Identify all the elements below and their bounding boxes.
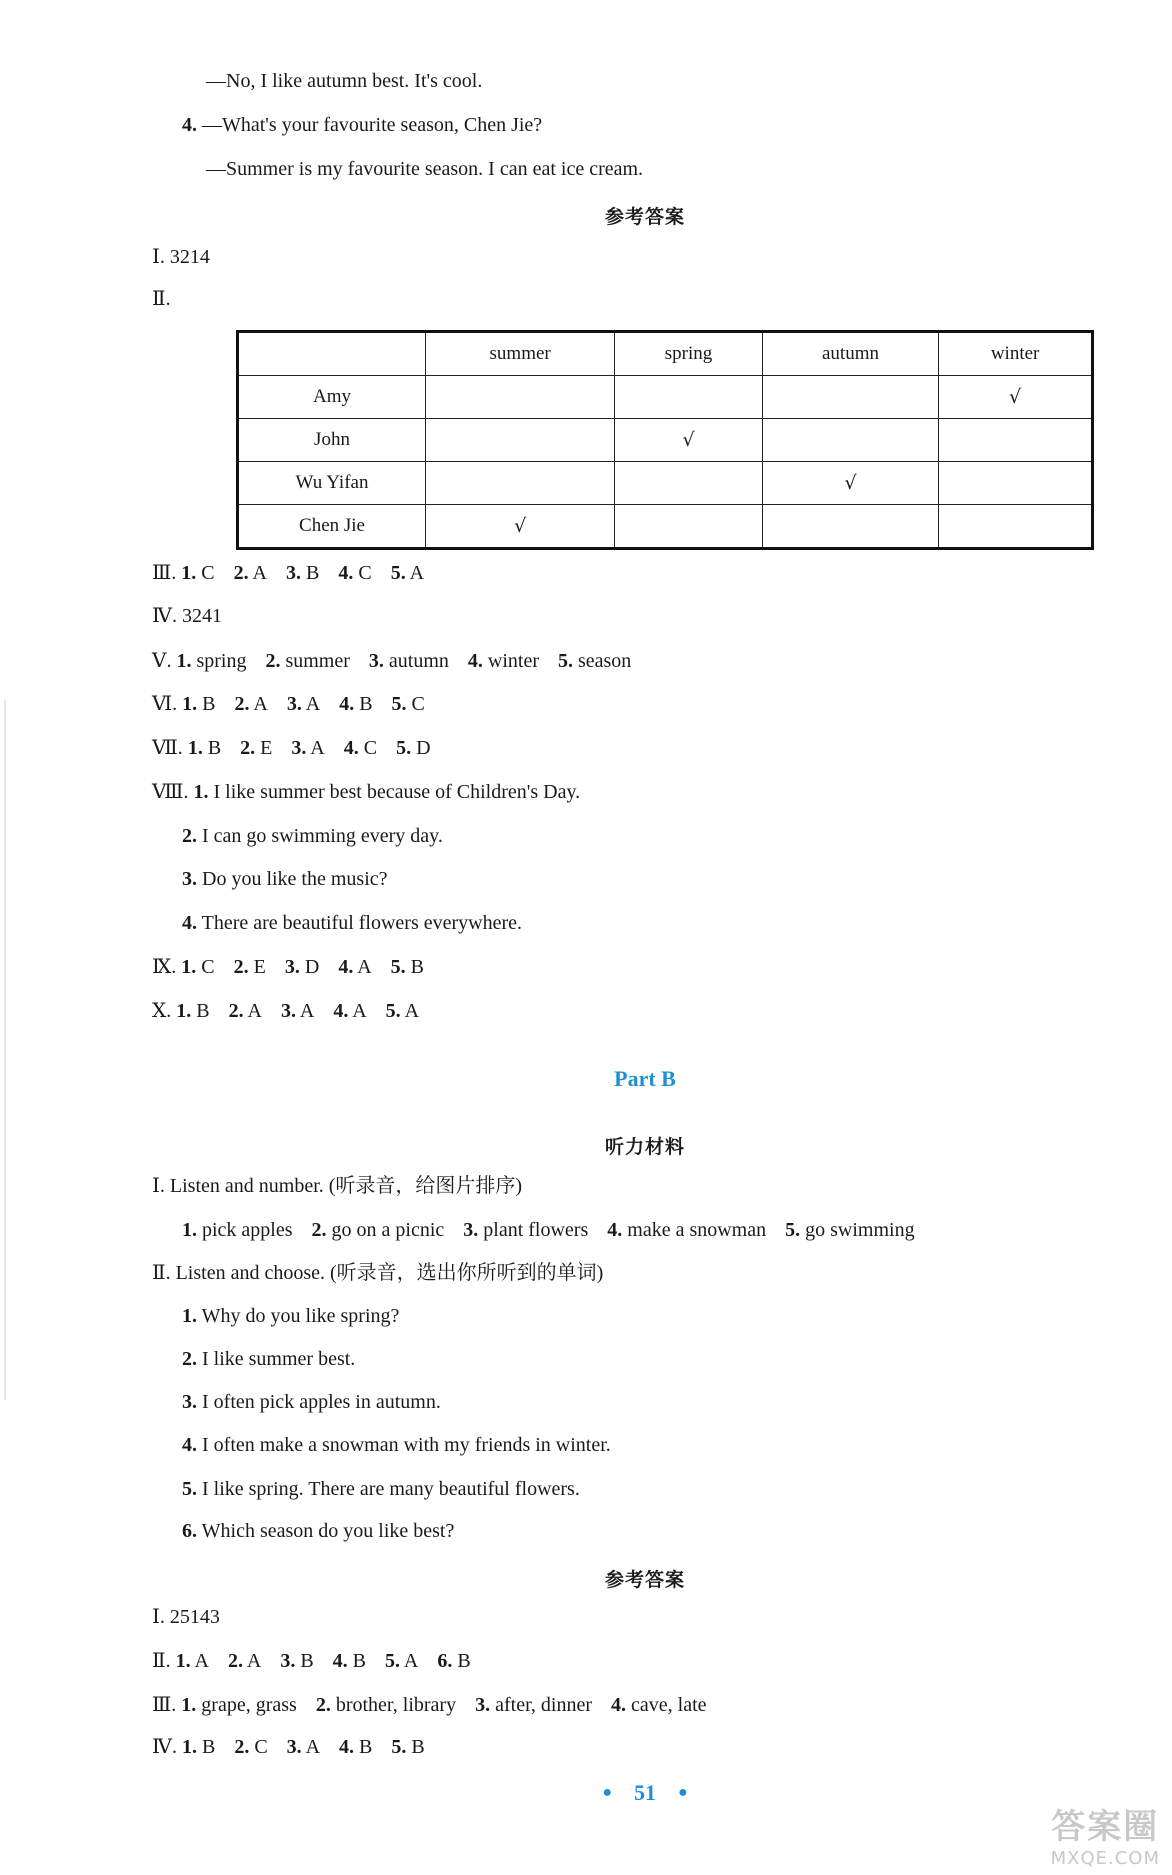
table-cell (615, 462, 763, 505)
dialog-question-4: 4. —What's your favourite season, Chen Jie? (182, 114, 543, 136)
answer-b-section-4: Ⅳ. 1. B 2. C 3. A 4. B 5. B (152, 1736, 425, 1758)
table-row (238, 505, 1093, 549)
answer-line: 2. I can go swimming every day. (182, 825, 443, 847)
listening-section-1-title: Ⅰ. Listen and number. (听录音，给图片排序) (152, 1175, 523, 1197)
watermark-url: MXQE.COM (1050, 1848, 1160, 1869)
answer-section-10: Ⅹ. 1. B 2. A 3. A 4. A 5. A (152, 1000, 420, 1022)
table-row (238, 419, 1093, 462)
dialog-line-1: —No, I like autumn best. It's cool. (206, 70, 483, 92)
answers-heading-b: 参考答案 (604, 1569, 685, 1591)
table-cell (615, 505, 763, 549)
check-mark-icon: √ (762, 462, 938, 505)
table-header-row (238, 332, 1093, 376)
row-name: John (238, 419, 426, 462)
answer-b-section-1: Ⅰ. 25143 (152, 1606, 220, 1628)
listening-line: 4. I often make a snowman with my friends in winter. (182, 1434, 611, 1456)
listening-line: 1. Why do you like spring? (182, 1305, 400, 1327)
answer-section-8: Ⅷ. 1. I like summer best because of Children's Day. (152, 781, 581, 803)
answer-b-section-2: Ⅱ. 1. A 2. A 3. B 4. B 5. A 6. B (152, 1650, 471, 1672)
table-cell (939, 419, 1093, 462)
watermark-text: 答案圈 (1051, 1807, 1160, 1847)
check-mark-icon: √ (426, 505, 615, 549)
bullet-dot-icon: ● (602, 1784, 612, 1801)
answer-line: 4. There are beautiful flowers everywhere. (182, 912, 523, 934)
answer-section-4: Ⅳ. 3241 (152, 605, 222, 627)
table-cell (426, 419, 615, 462)
bullet-dot-icon: ● (678, 1784, 688, 1801)
listening-heading: 听力材料 (604, 1136, 685, 1158)
listening-section-1-items: 1. pick apples 2. go on a picnic 3. plant flowers 4. make a snowman 5. go swimming (182, 1219, 915, 1241)
table-header-cell: spring (615, 332, 763, 376)
answer-line: 3. Do you like the music? (182, 868, 388, 890)
answers-heading-a: 参考答案 (604, 206, 685, 228)
part-b-title: Part B (614, 1066, 676, 1091)
answer-section-2: Ⅱ. (152, 288, 171, 310)
table-cell (426, 376, 615, 419)
table-row (238, 462, 1093, 505)
table-header-cell: summer (426, 332, 615, 376)
answer-section-5: Ⅴ. 1. spring 2. summer 3. autumn 4. winter 5. season (152, 650, 632, 672)
check-mark-icon: √ (939, 376, 1093, 419)
row-name: Wu Yifan (238, 462, 426, 505)
dialog-line-3: —Summer is my favourite season. I can eat ice cream. (206, 158, 644, 180)
check-mark-icon: √ (615, 419, 763, 462)
table-cell (426, 462, 615, 505)
answer-section-7: Ⅶ. 1. B 2. E 3. A 4. C 5. D (152, 737, 431, 759)
table-row (238, 376, 1093, 419)
table-cell (762, 376, 938, 419)
answer-section-9: Ⅸ. 1. C 2. E 3. D 4. A 5. B (152, 956, 425, 978)
watermark-logo (1051, 1799, 1160, 1869)
listening-line: 2. I like summer best. (182, 1348, 356, 1370)
page-edge-shadow (4, 700, 6, 1400)
table-header-cell: winter (939, 332, 1093, 376)
answer-section-6: Ⅵ. 1. B 2. A 3. A 4. B 5. C (152, 693, 425, 715)
answer-section-3: Ⅲ. 1. C 2. A 3. B 4. C 5. A (152, 562, 425, 584)
answer-b-section-3: Ⅲ. 1. grape, grass 2. brother, library 3. after, dinner 4. cave, late (152, 1694, 707, 1716)
listening-line: 6. Which season do you like best? (182, 1520, 455, 1542)
table-cell (615, 376, 763, 419)
row-name: Amy (238, 376, 426, 419)
table-cell (939, 505, 1093, 549)
seasons-table (236, 330, 1094, 550)
row-name: Chen Jie (238, 505, 426, 549)
answer-section-1: Ⅰ. 3214 (152, 246, 210, 268)
table-cell (762, 505, 938, 549)
table-cell (939, 462, 1093, 505)
listening-section-2-title: Ⅱ. Listen and choose. (听录音，选出你所听到的单词) (152, 1262, 604, 1284)
table-cell (762, 419, 938, 462)
listening-line: 5. I like spring. There are many beautiful flowers. (182, 1478, 580, 1500)
page-number: ● 51 ● (602, 1780, 688, 1805)
table-header-cell: autumn (762, 332, 938, 376)
table-header-cell (238, 332, 426, 376)
listening-line: 3. I often pick apples in autumn. (182, 1391, 441, 1413)
